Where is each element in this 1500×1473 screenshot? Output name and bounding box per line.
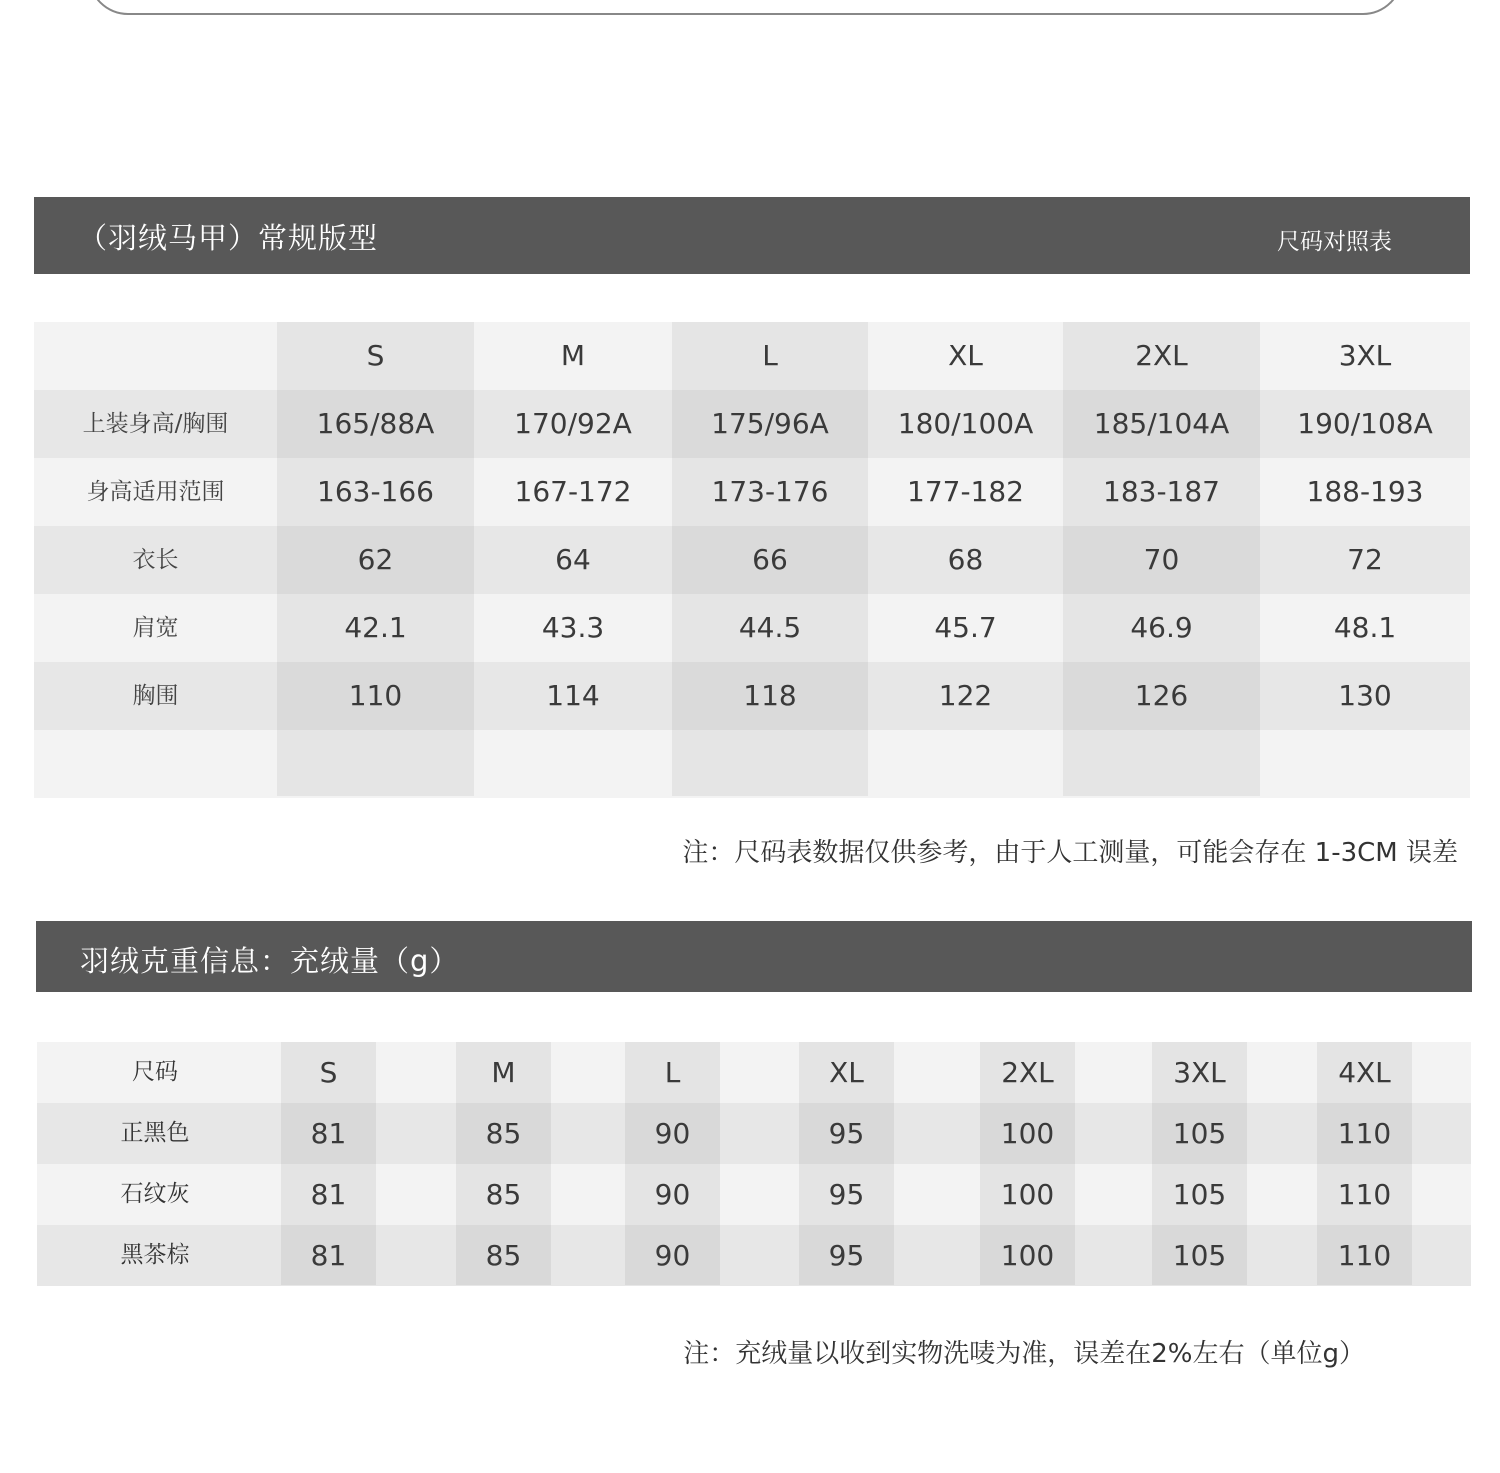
size-value-cell: 114 <box>546 679 600 712</box>
size-row-label: 胸围 <box>132 683 179 709</box>
size-row-label: 身高适用范围 <box>86 479 225 505</box>
size-row-label: 肩宽 <box>132 615 179 641</box>
down-value-cell: 110 <box>1337 1117 1392 1150</box>
size-value-cell: 130 <box>1338 679 1392 712</box>
size-value-cell: 48.1 <box>1333 611 1397 644</box>
down-header-label: 尺码 <box>132 1059 178 1085</box>
size-value-cell: 46.9 <box>1130 611 1193 644</box>
size-value-cell: 62 <box>357 543 394 576</box>
size-value-cell: 45.7 <box>934 611 997 644</box>
size-header-cell: L <box>762 339 778 372</box>
size-value-cell: 43.3 <box>541 611 605 644</box>
size-header-cell: XL <box>948 339 983 372</box>
size-row-label: 衣长 <box>132 547 179 573</box>
down-value-cell: 81 <box>310 1117 347 1150</box>
size-value-cell: 68 <box>947 543 984 576</box>
down-weight-table <box>37 1042 1471 1285</box>
size-chart-title: （羽绒马甲）常规版型 <box>78 221 379 255</box>
size-value-cell: 173-176 <box>711 475 829 508</box>
down-value-cell: 95 <box>828 1239 865 1272</box>
down-value-cell: 90 <box>654 1239 691 1272</box>
down-value-cell: 100 <box>1000 1117 1055 1150</box>
size-value-cell: 118 <box>743 679 797 712</box>
size-value-cell: 180/100A <box>897 407 1034 440</box>
size-value-cell: 163-166 <box>317 475 434 508</box>
down-value-cell: 105 <box>1172 1117 1227 1150</box>
down-header-cell: 3XL <box>1173 1056 1226 1089</box>
down-header-cell: M <box>491 1056 516 1089</box>
down-value-cell: 81 <box>310 1239 347 1272</box>
size-header-cell: M <box>560 339 586 372</box>
size-chart-table <box>34 322 1470 796</box>
down-value-cell: 110 <box>1337 1239 1392 1272</box>
size-value-cell: 177-182 <box>907 475 1024 508</box>
size-value-cell: 70 <box>1143 543 1180 576</box>
size-value-cell: 72 <box>1347 543 1383 576</box>
size-value-cell: 188-193 <box>1306 475 1424 508</box>
size-value-cell: 175/96A <box>711 407 829 440</box>
size-value-cell: 42.1 <box>344 611 407 644</box>
down-header-cell: XL <box>829 1056 864 1089</box>
down-value-cell: 105 <box>1172 1178 1227 1211</box>
size-value-cell: 64 <box>555 543 591 576</box>
size-header-cell: S <box>366 339 385 372</box>
down-header-cell: 4XL <box>1338 1056 1391 1089</box>
down-header-cell: L <box>664 1056 681 1089</box>
size-value-cell: 126 <box>1134 679 1189 712</box>
down-header-cell: 2XL <box>1001 1056 1054 1089</box>
size-value-cell: 110 <box>348 679 403 712</box>
down-value-cell: 95 <box>828 1178 865 1211</box>
down-weight-note: 注：充绒量以收到实物洗唛为准，误差在2%左右（单位g） <box>683 1339 1365 1369</box>
down-weight-title: 羽绒克重信息：充绒量（g） <box>80 944 460 978</box>
down-value-cell: 90 <box>654 1117 691 1150</box>
size-value-cell: 190/108A <box>1297 407 1433 440</box>
down-value-cell: 85 <box>485 1178 522 1211</box>
down-value-cell: 110 <box>1337 1178 1392 1211</box>
size-value-cell: 183-187 <box>1103 475 1220 508</box>
down-value-cell: 85 <box>485 1117 522 1150</box>
size-value-cell: 44.5 <box>738 611 802 644</box>
down-row-label: 黑茶棕 <box>120 1242 190 1268</box>
size-header-cell: 2XL <box>1135 339 1188 372</box>
down-value-cell: 90 <box>654 1178 691 1211</box>
size-value-cell: 185/104A <box>1093 407 1230 440</box>
down-row-label: 石纹灰 <box>120 1181 190 1207</box>
decorative-arc <box>88 0 1403 15</box>
size-row-label: 上装身高/胸围 <box>82 411 229 437</box>
down-value-cell: 95 <box>828 1117 865 1150</box>
size-value-cell: 165/88A <box>316 407 435 440</box>
down-weight-header <box>36 921 1472 992</box>
size-value-cell: 122 <box>938 679 993 712</box>
down-value-cell: 81 <box>310 1178 347 1211</box>
down-row-label: 正黑色 <box>120 1120 190 1146</box>
size-value-cell: 167-172 <box>514 475 632 508</box>
size-header-cell: 3XL <box>1338 339 1392 372</box>
down-header-cell: S <box>319 1056 338 1089</box>
down-value-cell: 105 <box>1172 1239 1227 1272</box>
size-value-cell: 170/92A <box>514 407 632 440</box>
size-chart-subtitle: 尺码对照表 <box>1277 229 1392 255</box>
down-value-cell: 100 <box>1000 1239 1055 1272</box>
down-value-cell: 85 <box>485 1239 522 1272</box>
down-value-cell: 100 <box>1000 1178 1055 1211</box>
size-chart-note: 注：尺码表数据仅供参考，由于人工测量，可能会存在 1-3CM 误差 <box>682 838 1458 868</box>
size-value-cell: 66 <box>752 543 788 576</box>
size-chart-header <box>34 197 1470 274</box>
